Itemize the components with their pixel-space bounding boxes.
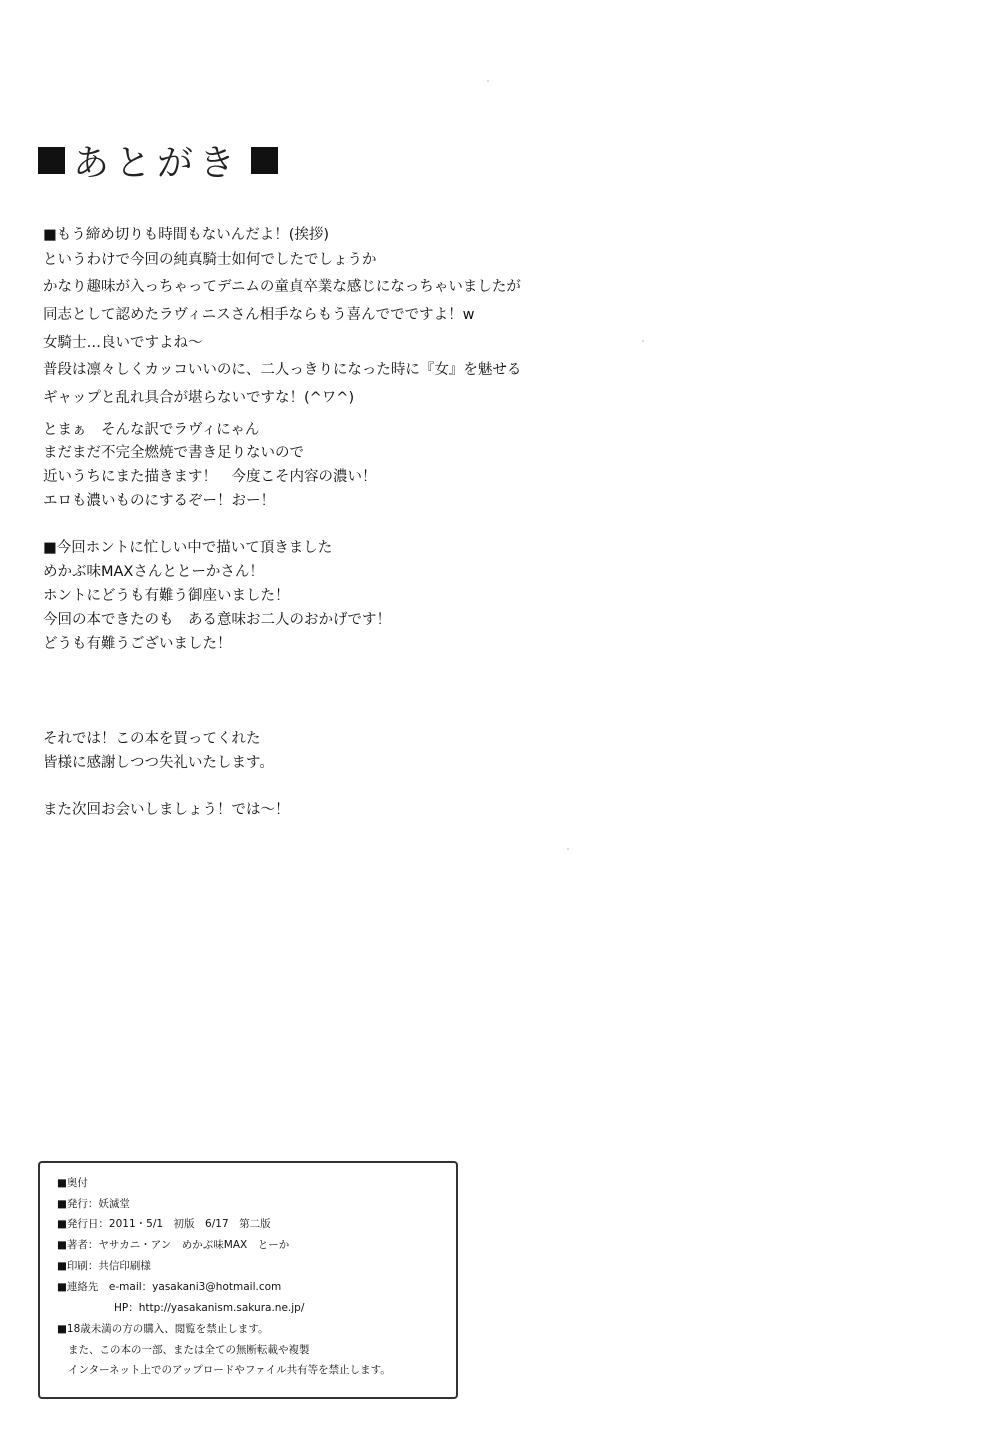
body-line: ホントにどうも有難う御座いました！ xyxy=(43,588,290,604)
colophon-line: ■印刷：共信印刷様 xyxy=(57,1260,151,1272)
colophon-line: ■18歳未満の方の購入、閲覧を禁止します。 xyxy=(57,1323,269,1335)
body-line: 女騎士…良いですよね～ xyxy=(43,335,203,351)
colophon-line: ■発行日：2011・5/1 初版 6/17 第二版 xyxy=(57,1218,271,1230)
body-line: とまぁ そんな訳でラヴィにゃん xyxy=(43,422,260,438)
colophon-box xyxy=(38,1161,458,1399)
scan-speck xyxy=(567,848,569,850)
colophon-line: HP：http://yasakanism.sakura.ne.jp/ xyxy=(114,1302,305,1314)
body-line: また次回お会いしましょう！では～！ xyxy=(43,802,290,818)
colophon-line: インターネット上でのアップロードやファイル共有等を禁止します。 xyxy=(68,1364,391,1376)
colophon-line: ■奥付 xyxy=(57,1177,88,1189)
body-line: 同志として認めたラヴィニスさん相手ならもう喜んででですよ！w xyxy=(43,307,475,323)
scan-speck xyxy=(487,80,489,82)
body-line: ギャップと乱れ具合が堪らないですな！(^ワ^) xyxy=(43,390,355,406)
body-line: 普段は凛々しくカッコいいのに、二人っきりになった時に『女』を魅せる xyxy=(43,362,522,378)
colophon-line: ■連絡先 e-mail：yasakani3@hotmail.com xyxy=(57,1281,282,1293)
body-line: 今回の本できたのも ある意味お二人のおかげです！ xyxy=(43,612,391,628)
colophon-line: ■発行：妖滅堂 xyxy=(57,1198,130,1210)
afterword-heading xyxy=(38,134,278,186)
black-square-icon xyxy=(38,147,65,174)
body-line: というわけで今回の純真騎士如何でしたでしょうか xyxy=(43,252,377,268)
body-line: まだまだ不完全燃焼で書き足りないので xyxy=(43,445,304,461)
scan-speck xyxy=(642,340,644,342)
body-line: ■今回ホントに忙しい中で描いて頂きました xyxy=(43,540,333,556)
body-line: かなり趣味が入っちゃってデニムの童貞卒業な感じになっちゃいましたが xyxy=(43,279,521,295)
body-line: どうも有難うございました！ xyxy=(43,636,232,652)
afterword-title: あとがき xyxy=(73,142,242,184)
black-square-icon xyxy=(251,147,278,174)
body-line: ■もう締め切りも時間もないんだよ！(挨拶) xyxy=(43,227,330,243)
body-line: めかぶ味MAXさんととーかさん！ xyxy=(43,564,264,580)
body-line: 近いうちにまた描きます！ 今度こそ内容の濃い！ xyxy=(43,469,377,485)
colophon-line: また、この本の一部、または全ての無断転載や複製 xyxy=(68,1344,310,1356)
colophon-line: ■著者：ヤサカニ・アン めかぶ味MAX とーか xyxy=(57,1239,290,1251)
body-line: エロも濃いものにするぞー！おー！ xyxy=(43,493,275,509)
body-line: 皆様に感謝しつつ失礼いたします。 xyxy=(43,755,274,771)
body-line: それでは！この本を買ってくれた xyxy=(43,731,261,747)
